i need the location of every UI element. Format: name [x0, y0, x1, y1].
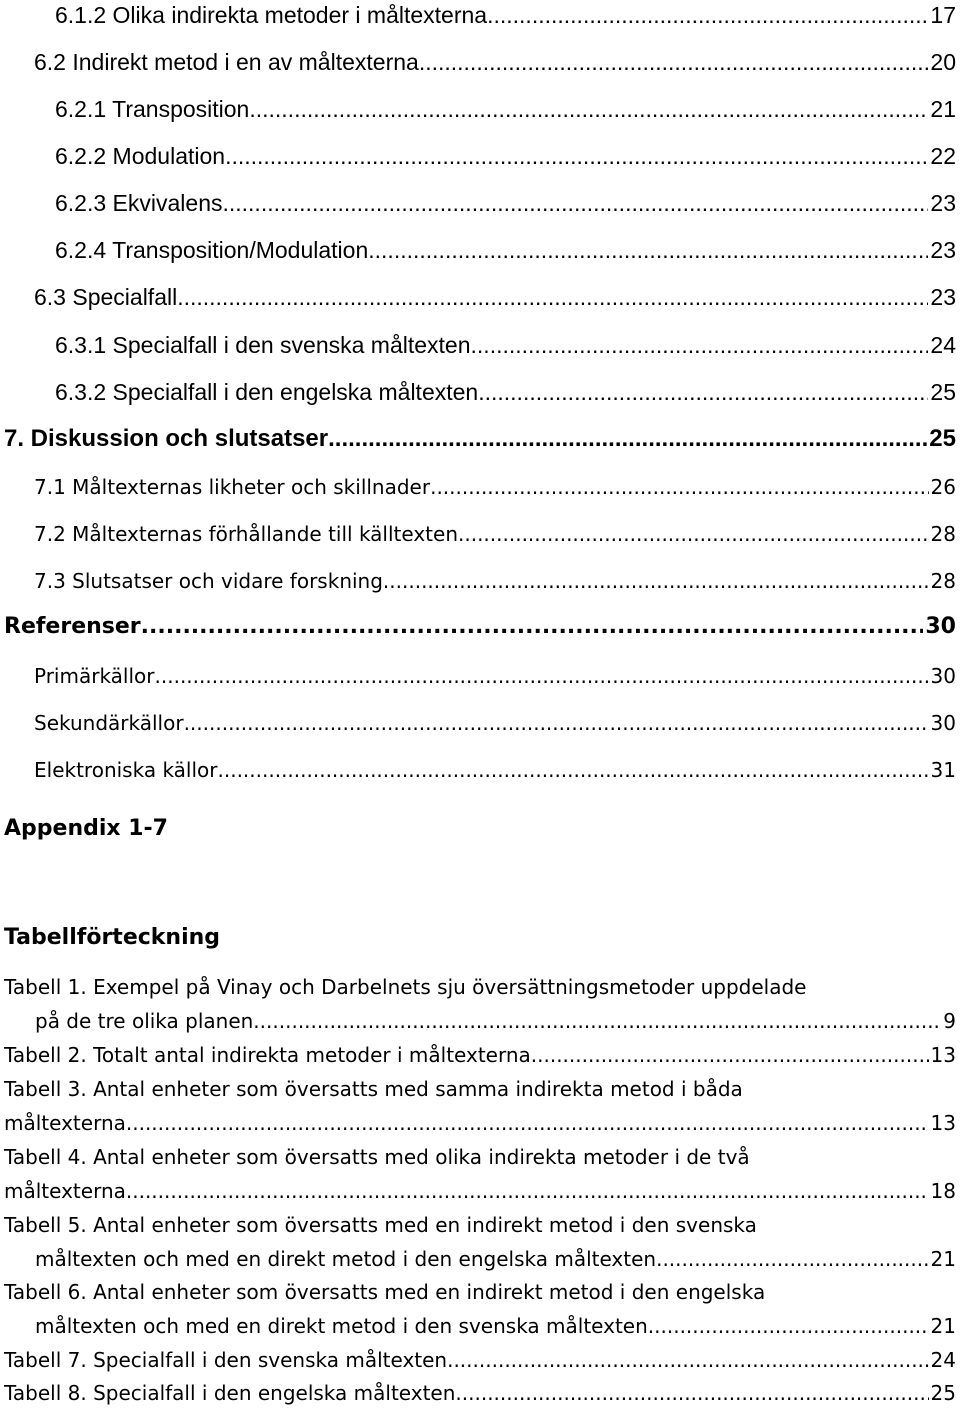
toc-entry-page: 28	[930, 569, 956, 593]
toc-entry-page: 22	[930, 143, 956, 169]
toc-entry-label: 6.3.1 Specialfall i den svenska måltexten	[55, 332, 471, 358]
leader-dots	[155, 664, 929, 688]
toc-entry-chapter[interactable]	[4, 425, 956, 453]
toc-entry-chapter[interactable]	[4, 614, 956, 639]
toc-entry[interactable]	[34, 284, 956, 311]
leader-dots	[222, 190, 928, 217]
leader-dots	[453, 1343, 928, 1377]
toc-entry[interactable]	[55, 332, 956, 359]
toc-entry-page: 21	[930, 96, 956, 122]
table-entry-label: Tabell 2. Totalt antal indirekta metoder i måltexterna.	[4, 1043, 538, 1067]
toc-entry-label: Primärkällor	[34, 664, 155, 688]
table-entry-line1: Tabell 1. Exempel på Vinay och Darbelnets sju översättningsmetoder uppdelade	[4, 975, 807, 999]
toc-entry-label: Sekundärkällor	[34, 711, 184, 735]
leader-dots	[662, 1242, 928, 1276]
table-entry-line2	[4, 1174, 956, 1208]
toc-entry-page: 25	[930, 379, 956, 405]
table-entry-label: måltexterna.	[4, 1179, 133, 1203]
leader-dots	[487, 2, 928, 29]
leader-dots	[654, 1309, 928, 1343]
table-entry-label: Tabell 8. Specialfall i den engelska måltexten.	[4, 1381, 462, 1405]
leader-dots	[368, 237, 928, 264]
toc-entry[interactable]	[55, 237, 956, 264]
toc-entry-page: 28	[930, 522, 956, 546]
toc-entry-page: 23	[930, 237, 956, 263]
toc-entry-page: 26	[930, 475, 956, 499]
toc-entry-label: 6.2.1 Transposition	[55, 96, 250, 122]
toc-entry[interactable]	[55, 2, 956, 29]
toc-entry-page: 25	[929, 425, 956, 452]
leader-dots	[132, 1106, 928, 1140]
leader-dots	[328, 425, 927, 453]
leader-dots	[184, 711, 929, 735]
toc-entry-label: 7.2 Måltexternas förhållande till källtexten	[34, 522, 458, 546]
leader-dots	[471, 332, 929, 359]
toc-entry[interactable]	[34, 475, 956, 499]
table-entry-line1: Tabell 3. Antal enheter som översatts med samma indirekta metod i båda	[4, 1077, 743, 1101]
table-entry[interactable]	[4, 970, 956, 1038]
toc-entry-page: 23	[930, 284, 956, 310]
table-entry[interactable]	[4, 1275, 956, 1343]
toc-entry-label: 7. Diskussion och slutsatser	[4, 425, 329, 452]
leader-dots	[260, 1004, 942, 1038]
leader-dots	[419, 49, 929, 76]
toc-entry[interactable]	[34, 522, 956, 546]
table-entry[interactable]	[4, 1038, 956, 1072]
toc-entry[interactable]	[55, 379, 956, 406]
table-entry-line2	[4, 1242, 956, 1276]
toc-entry-label: Elektroniska källor	[34, 758, 218, 782]
table-entry-label: måltexterna.	[4, 1111, 133, 1135]
table-entry-line1: Tabell 4. Antal enheter som översatts med olika indirekta metoder i de två	[4, 1145, 750, 1169]
leader-dots	[383, 569, 929, 593]
table-entry-label: måltexten och med en direkt metod i den svenska måltexten.	[35, 1314, 655, 1338]
appendix-heading: Appendix 1-7	[4, 816, 168, 841]
table-entry-line2	[4, 1309, 956, 1343]
toc-entry-label: 6.2 Indirekt metod i en av måltexterna	[34, 49, 419, 75]
table-entry-page: 21	[930, 1314, 956, 1338]
toc-entry-label: 6.2.4 Transposition/Modulation	[55, 237, 369, 263]
leader-dots	[218, 758, 929, 782]
table-entry-line1: Tabell 6. Antal enheter som översatts med en indirekt metod i den engelska	[4, 1280, 766, 1304]
toc-entry-page: 17	[930, 2, 956, 28]
table-entry-page: 21	[930, 1247, 956, 1271]
toc-entry-label: 6.1.2 Olika indirekta metoder i måltexterna	[55, 2, 488, 28]
toc-entry[interactable]	[55, 96, 956, 123]
toc-entry-label: 6.3 Specialfall	[34, 284, 178, 310]
table-entry-line2	[4, 1343, 956, 1377]
table-entry-label: Tabell 7. Specialfall i den svenska måltexten.	[4, 1348, 454, 1372]
table-entry[interactable]	[4, 1072, 956, 1140]
table-entry-label: på de tre olika planen.	[35, 1009, 260, 1033]
leader-dots	[177, 284, 928, 311]
toc-entry[interactable]	[34, 711, 956, 735]
table-entry-line2	[4, 1376, 956, 1410]
toc-entry-page: 20	[930, 49, 956, 75]
table-entry-label: måltexten och med en direkt metod i den engelska måltexten.	[35, 1247, 663, 1271]
toc-entry-label: 6.3.2 Specialfall i den engelska måltexten	[55, 379, 479, 405]
toc-entry-label: Referenser	[4, 614, 141, 639]
leader-dots	[537, 1038, 928, 1072]
toc-entry[interactable]	[34, 569, 956, 593]
table-entry-line2	[4, 1106, 956, 1140]
table-entry[interactable]	[4, 1376, 956, 1410]
table-entry-page: 25	[930, 1381, 956, 1405]
toc-entry-page: 30	[930, 664, 956, 688]
table-entry-line2	[4, 1038, 956, 1072]
toc-entry-label: 7.3 Slutsatser och vidare forskning	[34, 569, 383, 593]
toc-entry[interactable]	[34, 664, 956, 688]
toc-entry-page: 30	[925, 614, 956, 639]
leader-dots	[430, 475, 928, 499]
toc-entry-label: 6.2.3 Ekvivalens	[55, 190, 223, 216]
table-entry-page: 13	[930, 1043, 956, 1067]
leader-dots	[458, 522, 929, 546]
toc-entry-label: 7.1 Måltexternas likheter och skillnader	[34, 475, 431, 499]
table-entry-page: 9	[943, 1009, 956, 1033]
table-entry-line2	[4, 1004, 956, 1038]
table-entry[interactable]	[4, 1208, 956, 1276]
leader-dots	[462, 1376, 929, 1410]
table-list-heading: Tabellförteckning	[4, 925, 221, 950]
table-entry[interactable]	[4, 1140, 956, 1208]
toc-entry[interactable]	[55, 143, 956, 170]
toc-entry-page: 23	[930, 190, 956, 216]
toc-entry-label: 6.2.2 Modulation	[55, 143, 226, 169]
table-entry-page: 24	[930, 1348, 956, 1372]
toc-entry-page: 24	[930, 332, 956, 358]
table-entry-page: 13	[930, 1111, 956, 1135]
toc-entry-page: 30	[930, 711, 956, 735]
leader-dots	[478, 379, 928, 406]
leader-dots	[132, 1174, 928, 1208]
table-entry-line1: Tabell 5. Antal enheter som översatts med en indirekt metod i den svenska	[4, 1213, 757, 1237]
leader-dots	[225, 143, 928, 170]
leader-dots	[249, 96, 928, 123]
table-entry[interactable]	[4, 1343, 956, 1377]
toc-entry[interactable]	[55, 190, 956, 217]
toc-entry-page: 31	[930, 758, 956, 782]
toc-entry[interactable]	[34, 49, 956, 76]
leader-dots	[141, 614, 924, 639]
table-entry-page: 18	[930, 1179, 956, 1203]
toc-entry[interactable]	[34, 758, 956, 782]
